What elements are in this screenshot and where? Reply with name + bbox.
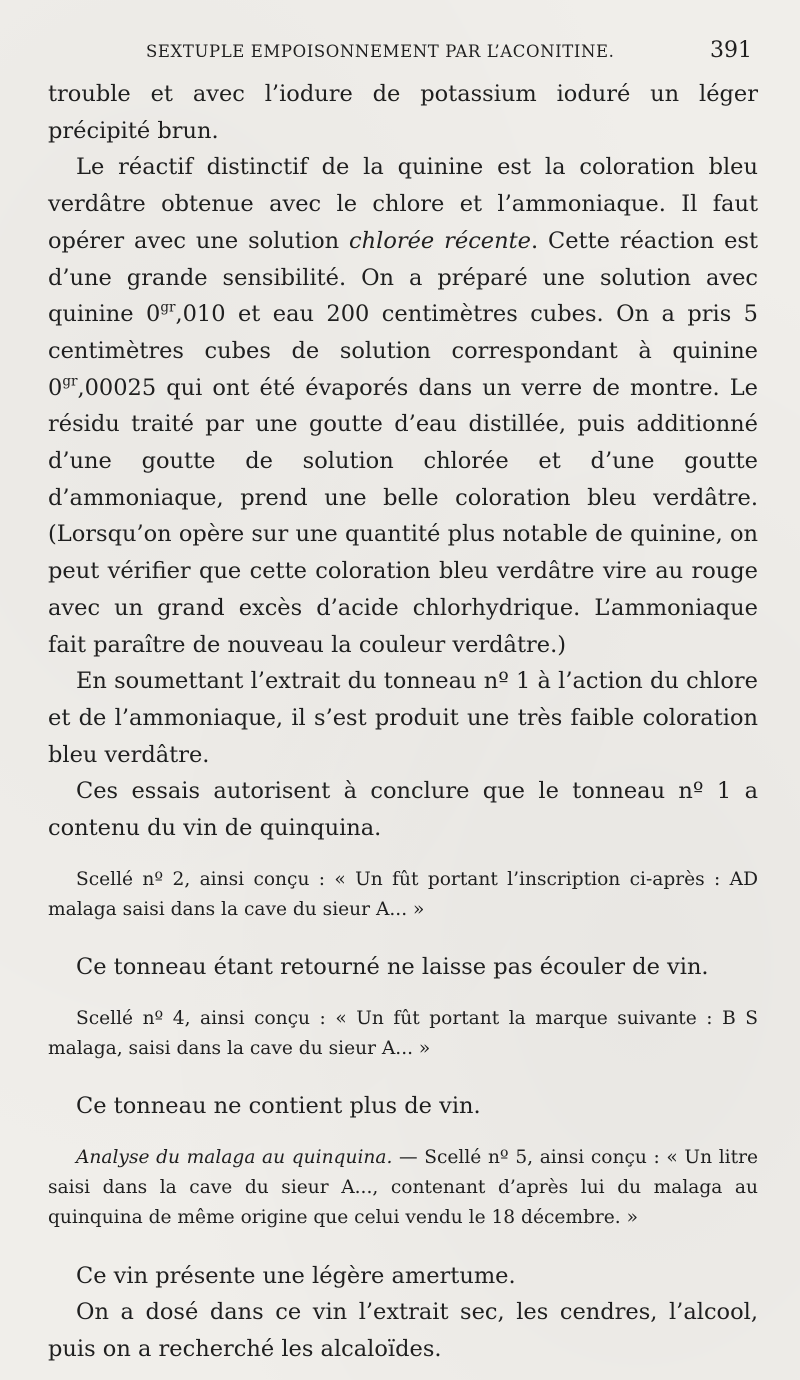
- text-run: — Scellé nº 5, ainsi conçu : « Un litre saisi dans la cave du sieur A..., contenant d’après lui du malaga au quinquina de même origine que celui vendu le 18 décembre. »: [48, 1146, 758, 1229]
- running-head: SEXTUPLE EMPOISONNEMENT PAR L’ACONITINE.: [146, 42, 615, 61]
- italic-term: chlorée récente: [349, 227, 531, 254]
- paragraph-dosage: On a dosé dans ce vin l’extrait sec, les cendres, l’alcool, puis on a recherché les alcaloïdes.: [48, 1299, 758, 1362]
- paragraph-tonneau-empty-1: Ce tonneau étant retourné ne laisse pas écouler de vin.: [76, 954, 709, 981]
- text-run: ,010 et eau 200 centimètres cubes. On a pris 5 centimètres cubes de solution correspondant à quinine 0: [48, 301, 758, 401]
- paragraph-tonneau-empty-2: Ce tonneau ne contient plus de vin.: [76, 1093, 481, 1120]
- unit-superscript: gr: [62, 373, 78, 390]
- section-heading-italic: Analyse du malaga au quinquina.: [76, 1146, 393, 1168]
- text-run: . Cette réaction est d’une grande sensibilité. On a préparé une solution avec quinine 0: [48, 227, 758, 328]
- paragraph-bitterness: Ce vin présente une légère amertume.: [76, 1262, 516, 1289]
- text-run: Le réactif distinctif de la quinine est la coloration bleu verdâtre obtenue avec le chlore et l’ammoniaque. Il faut opérer avec une solution: [48, 154, 758, 254]
- paragraph-scelle-5: [48, 1143, 758, 1234]
- paragraph-quinine-reagent: [48, 149, 758, 663]
- page-header: [146, 38, 760, 68]
- unit-superscript: gr: [160, 299, 176, 316]
- paragraph-scelle-4: Scellé nº 4, ainsi conçu : « Un fût portant la marque suivante : B S malaga, saisi dans la cave du sieur A... »: [48, 1007, 758, 1060]
- text-run: ,00025 qui ont été évaporés dans un verre de montre. Le résidu traité par une goutte d’eau distillée, puis additionné d’une goutte de solution chlorée et d’une goutte d’ammoniaque, prend une belle coloration bleu verdâtre. (Lorsqu’on opère sur une quantité plus notable de quinine, on peut vérifier que cette coloration bleu verdâtre vire au rouge avec un grand excès d’acide chlorhydrique. L’ammoniaque fait paraître de nouveau la couleur verdâtre.): [48, 374, 758, 658]
- paragraph-conclusion: Ces essais autorisent à conclure que le tonneau nº 1 a contenu du vin de quinquina.: [48, 778, 758, 842]
- paragraph-continued: trouble et avec l’iodure de potassium ioduré un léger précipité brun.: [48, 81, 758, 144]
- paragraph-tonneau-1-test: En soumettant l’extrait du tonneau nº 1 à l’action du chlore et de l’ammoniaque, il s’est produit une très faible coloration bleu verdâtre.: [48, 668, 758, 768]
- paragraph-scelle-2: Scellé nº 2, ainsi conçu : « Un fût portant l’inscription ci-après : AD malaga saisi dans la cave du sieur A... »: [48, 868, 758, 920]
- page-number: 391: [710, 38, 752, 63]
- page-body: [48, 76, 758, 1368]
